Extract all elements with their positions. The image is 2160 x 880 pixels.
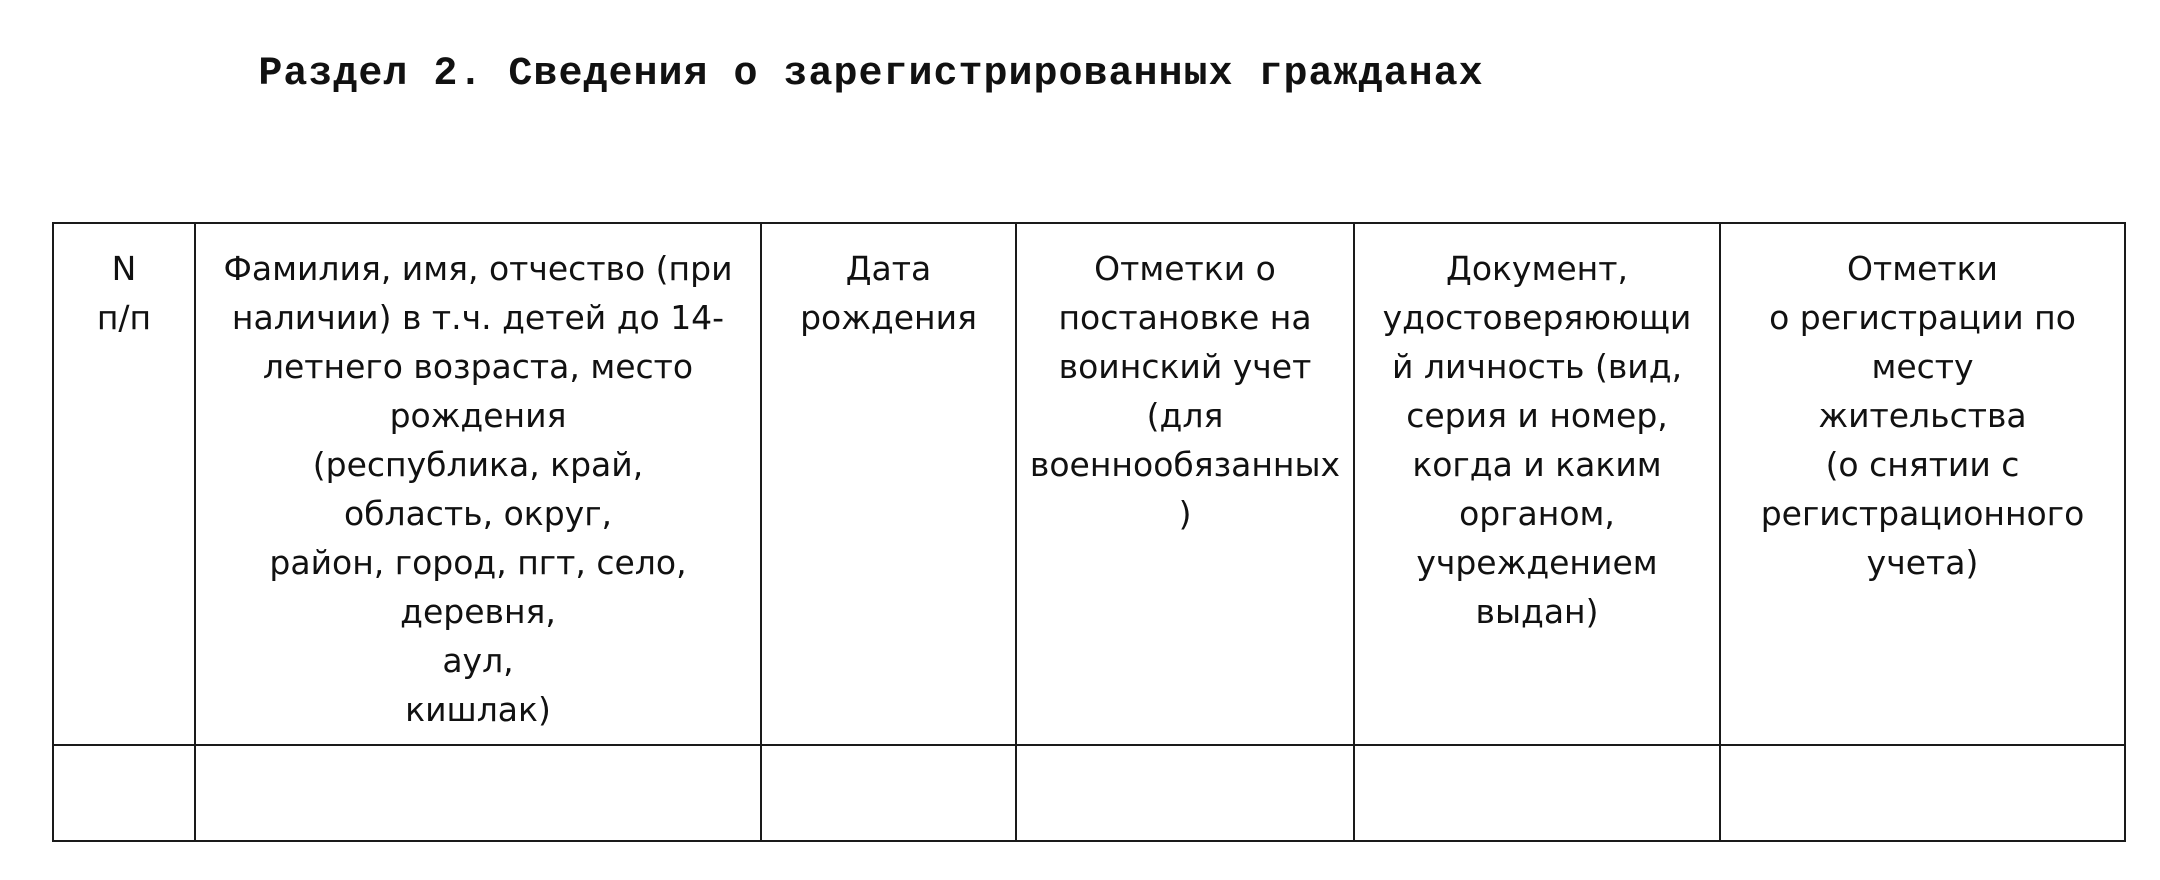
header-full-name: Фамилия, имя, отчество (при наличии) в т.ч. детей до 14- летнего возраста, место рождения (республика, край, область, округ, район, город, пгт, село, деревня, аул, кишлак) — [195, 223, 761, 745]
header-birth-date: Дата рождения — [761, 223, 1016, 745]
table-cell[interactable] — [1720, 745, 2125, 841]
header-identity-document: Документ, удостоверяюющи й личность (вид, серия и номер, когда и каким органом, учреждением выдан) — [1354, 223, 1720, 745]
table-cell[interactable] — [761, 745, 1016, 841]
header-residence-registration: Отметки о регистрации по месту жительства (о снятии с регистрационного учета) — [1720, 223, 2125, 745]
table-row — [53, 745, 2125, 841]
header-row — [53, 223, 2125, 745]
header-number: N п/п — [53, 223, 195, 745]
table-cell[interactable] — [195, 745, 761, 841]
page-title: Раздел 2. Сведения о зарегистрированных гражданах — [258, 52, 1484, 97]
registered-citizens-table — [52, 222, 2126, 842]
table-cell[interactable] — [53, 745, 195, 841]
table-cell[interactable] — [1354, 745, 1720, 841]
header-military-registration: Отметки о постановке на воинский учет (для военнообязанных) — [1016, 223, 1354, 745]
table-cell[interactable] — [1016, 745, 1354, 841]
